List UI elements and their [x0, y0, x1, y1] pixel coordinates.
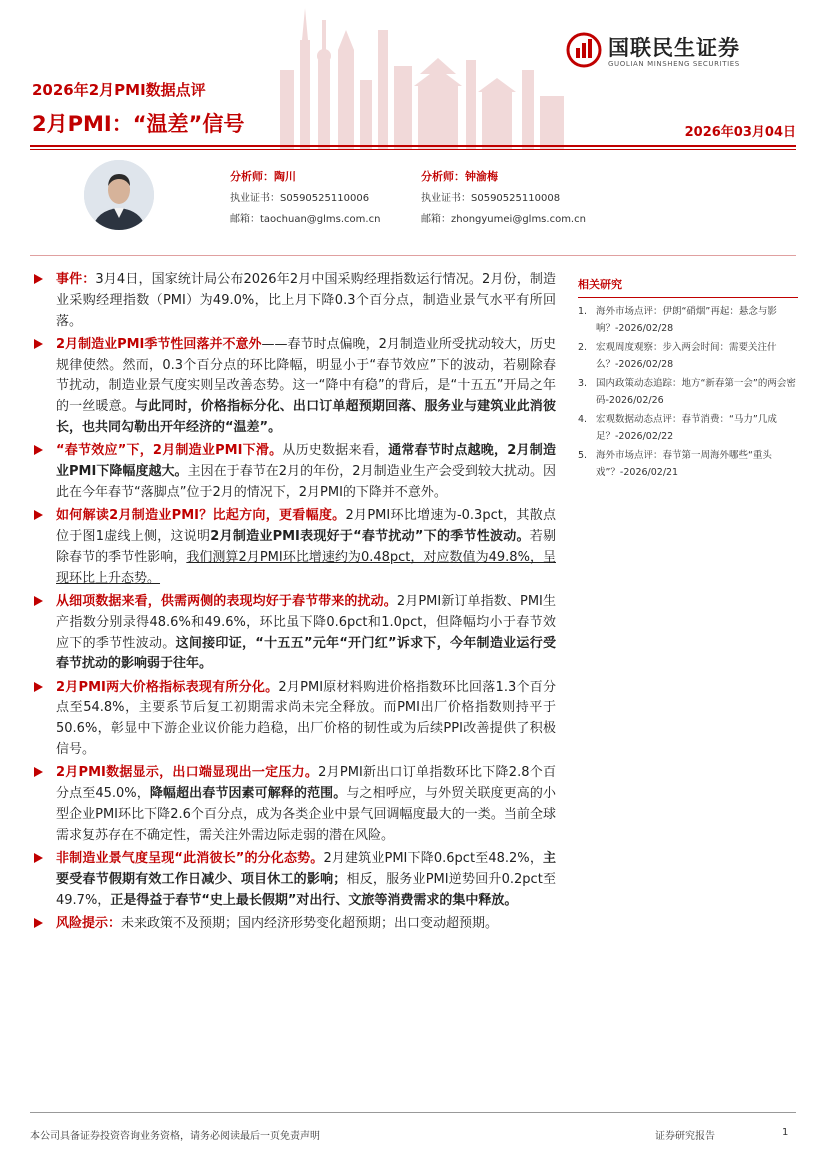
related-research — [578, 276, 798, 484]
paragraph-segment: 降幅超出春节因素可解释的范围。 — [149, 786, 347, 802]
bullet-arrow-icon — [34, 682, 43, 692]
bullet-arrow-icon — [34, 510, 43, 520]
related-research-item[interactable] — [578, 340, 798, 373]
paragraph-segment: 通常春节时点越晚，2月制造业PMI下降幅度越大。 — [56, 443, 556, 480]
bullet-arrow-icon — [34, 445, 43, 455]
company-logo — [566, 32, 796, 72]
paragraph-segment: 2月PMI数据显示，出口端显现出一定压力。 — [56, 765, 319, 781]
bullet-paragraph — [34, 849, 556, 911]
related-research-text: 海外市场点评：春节第一周海外哪些“重头戏”？-2026/02/21 — [596, 450, 772, 478]
bullet-paragraph — [34, 270, 556, 332]
bullet-paragraph — [34, 335, 556, 439]
logo-mark-icon — [566, 32, 602, 68]
paragraph-segment: 如何解读2月制造业PMI？比起方向，更看幅度。 — [56, 508, 346, 524]
related-research-item[interactable] — [578, 304, 798, 337]
related-research-item[interactable] — [578, 412, 798, 445]
bullet-arrow-icon — [34, 596, 43, 606]
paragraph-segment: 与之相呼应，与外贸关联度更高的小型企业PMI环比下降2.6个百分点，成为各类企业中景气回调幅度最大的一类。当前全球需求复苏存在不确定性，需关注外需边际走弱的潜在风险。 — [56, 786, 556, 843]
paragraph-segment: 3月4日，国家统计局公布2026年2月中国采购经理指数运行情况。2月份，制造业采购经理指数（PMI）为49.0%，比上月下降0.3个百分点，制造业景气水平有所回落。 — [56, 272, 556, 329]
paragraph-segment: “春节效应”下，2月制造业PMI下滑。 — [56, 443, 283, 459]
bullet-paragraph — [34, 592, 556, 675]
analyst-cert: 执业证书：S0590525110008 — [421, 193, 561, 204]
paragraph-segment: ——春节时点偏晚，2月制造业所受扰动较大，历史规律使然。然而，0.3个百分点的环比降幅，明显小于“春节效应”下的波动，若剔除春节扰动，制造业景气度实则呈改善态势。这一“降中有稳”的背后，是“十五五”开局之年的一丝暖意。 — [56, 336, 556, 415]
footer-rule — [30, 1112, 796, 1113]
related-research-rule — [578, 297, 798, 298]
paragraph-segment: 2月PMI新订单指数、PMI生产指数分别录得48.6%和49.6%，环比虽下降0.6pct和1.0pct，但降幅均小于春节效应下的季节性波动。 — [56, 593, 556, 651]
related-research-item[interactable] — [578, 376, 798, 409]
analyst-name: 分析师：钟渝梅 — [421, 170, 498, 183]
paragraph-segment: 正是得益于春节“史上最长假期”对出行、文旅等消费需求的集中释放。 — [110, 892, 518, 908]
paragraph-segment: 主要受春节假期有效工作日减少、项目休工的影响； — [56, 851, 556, 887]
paragraph-segment: 2月PMI两大价格指标表现有所分化。 — [56, 679, 279, 695]
analyst-avatar — [84, 160, 154, 230]
paragraph-segment: 未来政策不及预期；国内经济形势变化超预期；出口变动超预期。 — [121, 915, 499, 931]
analyst-email[interactable]: 邮箱：zhongyumei@glms.com.cn — [421, 214, 586, 225]
bullet-paragraph — [34, 678, 556, 761]
paragraph-segment: 与此同时，价格指标分化、出口订单超预期回落、服务业与建筑业此消彼长，也共同勾勒出开年经济的“温差”。 — [56, 399, 556, 436]
paragraph-segment: 从历史数据来看， — [282, 443, 389, 459]
paragraph-segment: 这间接印证，“十五五”元年“开门红”诉求下，今年制造业运行受春节扰动的影响弱于往年。 — [56, 635, 556, 672]
analyst-1 — [230, 168, 380, 225]
skyline-illustration — [260, 0, 570, 150]
bullet-arrow-icon — [34, 853, 43, 863]
report-date: 2026年03月04日 — [684, 125, 796, 140]
related-research-text: 宏观数据动态点评：春节消费：“马力”几成足？-2026/02/22 — [596, 414, 777, 442]
paragraph-segment: 主因在于春节在2月的年份，2月制造业生产会受到较大扰动。因此在今年春节“落脚点”位于2月的情况下，2月PMI的下降并不意外。 — [56, 464, 556, 500]
report-body — [34, 270, 556, 937]
paragraph-segment: 非制造业景气度呈现“此消彼长”的分化态势。 — [56, 851, 324, 867]
paragraph-segment: 2月PMI新出口订单指数环比下降2.8个百分点至45.0%， — [56, 765, 556, 802]
page-number: 1 — [782, 1127, 789, 1138]
bullet-arrow-icon — [34, 274, 43, 284]
related-research-number: 1. — [578, 306, 588, 317]
related-research-item[interactable] — [578, 448, 798, 481]
analyst-2 — [421, 168, 586, 225]
related-research-text: 海外市场点评：伊朗“硝烟”再起：悬念与影响？-2026/02/28 — [596, 306, 777, 334]
bullet-paragraph — [34, 763, 556, 846]
related-research-number: 2. — [578, 342, 588, 353]
paragraph-segment: 风险提示： — [56, 915, 122, 931]
related-research-number: 5. — [578, 450, 588, 461]
analyst-name: 分析师：陶川 — [230, 170, 296, 183]
bullet-paragraph — [34, 914, 556, 935]
footer-disclaimer: 本公司具备证券投资咨询业务资格，请务必阅读最后一页免责声明 — [30, 1131, 320, 1142]
related-research-number: 4. — [578, 414, 588, 425]
paragraph-segment: 2月PMI环比增速为-0.3pct，其散点位于图1虚线上侧，这说明 — [56, 508, 556, 545]
bullet-paragraph — [34, 441, 556, 503]
analyst-cert: 执业证书：S0590525110006 — [230, 193, 370, 204]
bullet-arrow-icon — [34, 918, 43, 928]
related-research-number: 3. — [578, 378, 588, 389]
logo-text-en: GUOLIAN MINSHENG SECURITIES — [608, 60, 740, 68]
report-title: 2月PMI：“温差”信号 — [32, 112, 245, 136]
paragraph-segment: 我们测算2月PMI环比增速约为0.48pct，对应数值为49.8%，呈现环比上升态势。 — [56, 549, 556, 586]
related-research-title: 相关研究 — [578, 278, 622, 291]
logo-text-cn: 国联民生证券 — [608, 36, 740, 60]
paragraph-segment: 2月制造业PMI表现好于“春节扰动”下的季节性波动。 — [210, 529, 530, 545]
paragraph-segment: 2月建筑业PMI下降0.6pct至48.2%， — [323, 851, 543, 867]
header-rule — [30, 145, 796, 147]
related-research-list — [578, 304, 798, 481]
paragraph-segment: 相反，服务业PMI逆势回升0.2pct至49.7%， — [56, 871, 556, 908]
paragraph-segment: 若剔除春节的季节性影响， — [56, 529, 556, 565]
report-kicker: 2026年2月PMI数据点评 — [32, 81, 206, 99]
paragraph-segment: 事件： — [56, 272, 96, 287]
footer-report-type: 证券研究报告 — [655, 1131, 715, 1142]
paragraph-segment: 从细项数据来看，供需两侧的表现均好于春节带来的扰动。 — [56, 593, 397, 609]
avatar-portrait-icon — [84, 160, 154, 230]
analyst-email[interactable]: 邮箱：taochuan@glms.com.cn — [230, 214, 381, 225]
paragraph-segment: 2月PMI原材料购进价格指数环比回落1.3个百分点至54.8%，主要系节后复工初期需求尚未完全释放。而PMI出厂价格指数则持平于50.6%，彰显中下游企业议价能力趋稳，出厂价格的韧性或为后续PPI改善提供了积极信号。 — [56, 679, 556, 758]
analyst-divider — [30, 255, 796, 256]
bullet-paragraph — [34, 506, 556, 589]
related-research-text: 宏观周度观察：步入两会时间：需要关注什么？-2026/02/28 — [596, 342, 777, 370]
header-rule-thin — [30, 149, 796, 150]
related-research-text: 国内政策动态追踪：地方“新春第一会”的两会密码-2026/02/26 — [596, 378, 796, 406]
paragraph-segment: 2月制造业PMI季节性回落并不意外 — [56, 336, 262, 352]
bullet-arrow-icon — [34, 339, 43, 349]
bullet-arrow-icon — [34, 767, 43, 777]
